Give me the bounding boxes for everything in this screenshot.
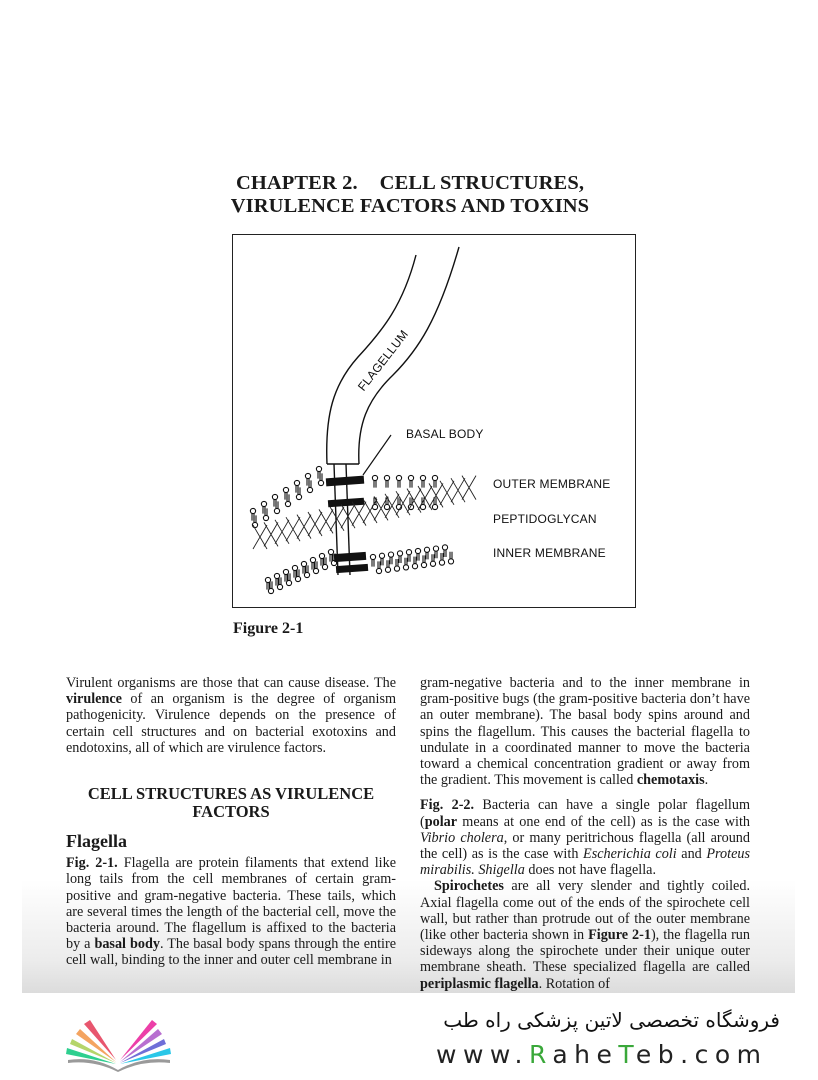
bold-term: periplasmic flagella: [420, 975, 539, 992]
text-run: basal: [571, 707, 608, 724]
label-basal-body: BASAL BODY: [406, 427, 484, 441]
label-flagellum: FLAGELLUM: [355, 327, 412, 394]
term-virulence: virulence: [66, 691, 122, 708]
text-run: outer: [433, 707, 469, 724]
text-run: the: [449, 723, 472, 740]
italic-term: Proteus mirabilis. Shigella: [420, 846, 750, 879]
text-run: causes: [565, 723, 609, 740]
text-run: the: [420, 772, 438, 789]
phospholipid: [432, 475, 437, 487]
text-run: , or many peritrichous flagella (all around the cell) as is the case with: [420, 829, 750, 863]
text-run: is: [582, 772, 596, 789]
text-run: concentration: [528, 756, 612, 773]
phospholipid: [272, 494, 277, 506]
text-run: have: [719, 691, 750, 708]
text-run: or: [663, 756, 682, 773]
chapter-title: [150, 172, 670, 218]
basal-ring: [326, 476, 364, 487]
text-run: coordinated: [498, 739, 572, 756]
bold-term: Spirochetes: [434, 878, 504, 895]
phospholipid: [384, 497, 389, 509]
label-inner-membrane: INNER MEMBRANE: [493, 546, 606, 560]
phospholipid: [285, 494, 290, 506]
text-run: a: [486, 739, 499, 756]
text-run: toward: [420, 756, 460, 773]
text-run: chemical: [471, 756, 529, 773]
text-run: Bacteria can have a single polar flagellum (: [420, 797, 750, 830]
phospholipid: [283, 487, 288, 499]
text-run: bacteria: [698, 739, 750, 756]
continued-text: [420, 675, 750, 992]
text-run: to: [620, 739, 638, 756]
phospholipid: [261, 501, 266, 513]
book-logo-icon: [64, 1010, 174, 1072]
text-run: and: [554, 675, 583, 691]
text-run: This: [490, 772, 520, 789]
bold-term: Figure 2-1: [588, 927, 651, 944]
phospholipid: [408, 475, 413, 487]
text-run: bacteria: [637, 691, 687, 708]
text-run: the: [675, 739, 699, 756]
text-run: don’t: [686, 691, 720, 708]
text-run: gram-negative: [420, 675, 502, 691]
text-run: gram-positive: [420, 691, 499, 708]
spirochetes-paragraph: [420, 878, 750, 991]
phospholipid: [420, 475, 425, 487]
phospholipid: [370, 554, 375, 566]
italic-term: Escherichia coli: [583, 846, 677, 863]
store-url[interactable]: [436, 1040, 768, 1069]
phospholipid: [372, 475, 377, 487]
section-heading: CELL STRUCTURES AS VIRULENCE FACTORS: [87, 784, 375, 822]
phospholipid: [274, 501, 279, 513]
label-outer-membrane: OUTER MEMBRANE: [493, 477, 611, 491]
text-run: . Rotation of: [538, 975, 610, 992]
phospholipid: [250, 508, 255, 520]
text-run: . The basal body spans through the entire cell wall, binding to the inner and outer cell membrane in: [66, 936, 396, 969]
subheading-flagella: Flagella: [66, 831, 127, 852]
text-run: bacterial: [631, 723, 686, 740]
phospholipid: [307, 480, 312, 492]
url-accent-letter: T: [618, 1040, 636, 1069]
phospholipid: [318, 473, 323, 485]
text-run: body: [607, 707, 642, 724]
text-run: and: [676, 846, 707, 863]
store-name: فروشگاه تخصصی لاتین پزشکی راه طب: [443, 1008, 780, 1032]
text-run: around: [677, 707, 724, 724]
peptidoglycan-strand: [462, 476, 476, 500]
phospholipid: [432, 497, 437, 509]
basal-ring: [334, 552, 366, 562]
phospholipid: [448, 552, 453, 564]
text-run: gradient.: [437, 772, 491, 789]
text-run: and: [723, 707, 750, 724]
url-part: ahe: [552, 1040, 619, 1069]
flagellum-left-edge: [327, 255, 416, 464]
text-run: The: [543, 707, 572, 724]
text-run: flagellum.: [471, 723, 536, 740]
text-run: called: [595, 772, 637, 789]
figure-caption: Figure 2-1: [233, 620, 304, 637]
fig-2-1-paragraph-continued: [420, 675, 750, 788]
text-run: gram-positive: [555, 691, 638, 708]
phospholipid: [263, 508, 268, 520]
fig-2-1-paragraph: [66, 855, 396, 968]
chapter-number: CHAPTER 2.: [235, 172, 358, 194]
text-run: to: [733, 723, 750, 740]
url-part: eb.com: [635, 1040, 768, 1069]
text-run: movement: [519, 772, 583, 789]
text-run: a: [459, 756, 472, 773]
text-run: membrane: [663, 675, 732, 691]
text-run: move: [637, 739, 676, 756]
text-run: from: [716, 756, 750, 773]
bold-term: Fig. 2-2.: [420, 797, 475, 814]
text-run: undulate: [420, 739, 469, 756]
italic-term: Vibrio cholera: [420, 829, 504, 846]
text-run: membrane).: [468, 707, 544, 724]
text-run: means at one end of the cell) as is the case with: [457, 813, 750, 830]
bold-term: polar: [424, 813, 458, 830]
basal-ring: [336, 564, 368, 573]
url-part: www.: [436, 1040, 529, 1069]
chapter-title-line2: VIRULENCE FACTORS AND TOXINS: [230, 195, 590, 217]
text-run: Flagella are protein filaments that extend like long tails from the cell membranes of certain gram-positive and gram-negative bacteria. These tails, which are several times the length of the bacterial cell, move the bacteria around. The flagellum is affixed to the bacteria by a: [66, 855, 396, 953]
text-run: away: [681, 756, 717, 773]
fig-2-2-paragraph: [420, 797, 750, 878]
phospholipid: [396, 475, 401, 487]
text-run: in: [731, 675, 750, 691]
text-run: in: [468, 739, 487, 756]
label-peptidoglycan: PEPTIDOGLYCAN: [493, 512, 597, 526]
text-run: This: [535, 723, 566, 740]
text-run: the: [601, 675, 627, 691]
text-run: .: [704, 772, 709, 789]
text-run: gradient: [611, 756, 664, 773]
text-run: (the: [529, 691, 556, 708]
phospholipid: [294, 480, 299, 492]
fig-ref: Fig. 2-1.: [66, 855, 118, 872]
text-run: inner: [626, 675, 664, 691]
text-run: bacteria: [501, 675, 555, 691]
text-run: the: [608, 723, 632, 740]
chapter-title-line1: CELL STRUCTURES,: [379, 172, 585, 194]
text-column-right: [420, 675, 750, 992]
basal-body-pointer: [363, 435, 391, 475]
text-column-left: [66, 675, 396, 969]
phospholipid: [296, 487, 301, 499]
intro-paragraph: [66, 675, 396, 756]
term-chemotaxis: chemotaxis: [636, 772, 705, 789]
phospholipid: [420, 497, 425, 509]
text-run: spins: [641, 707, 678, 724]
text-run: flagella: [685, 723, 734, 740]
text-run: an: [420, 707, 434, 724]
phospholipid: [305, 473, 310, 485]
text-run: of an organism is the degree of organism pathogenicity. Virulence depends on the presence of certain cell structures and on bacterial exotoxins and endotoxins, all of which are virulence factors.: [66, 691, 396, 756]
text-run: does not have flagella.: [524, 862, 657, 879]
figure-2-1-diagram: [232, 234, 636, 608]
phospholipid: [316, 466, 321, 478]
text-run: spins: [420, 723, 450, 740]
text-run: to: [582, 675, 602, 691]
text-run: Virulent organisms are those that can cause disease. The: [66, 675, 396, 691]
term-basal-body: basal body: [94, 936, 160, 953]
basal-ring: [328, 498, 364, 507]
phospholipid: [384, 475, 389, 487]
url-accent-letter: R: [529, 1040, 553, 1069]
text-run: manner: [571, 739, 621, 756]
text-run: bugs: [498, 691, 530, 708]
text-run: ), the flagella run sideways along the spirochete under their unique outer membrane sheath. These specialized flagella are called: [420, 927, 750, 976]
text-run: are all very slender and tightly coiled. Axial flagella come out of the ends of the spirochete cell wall, but rather than protrude out of the outer membrane (like other bacteria shown in: [420, 878, 750, 944]
